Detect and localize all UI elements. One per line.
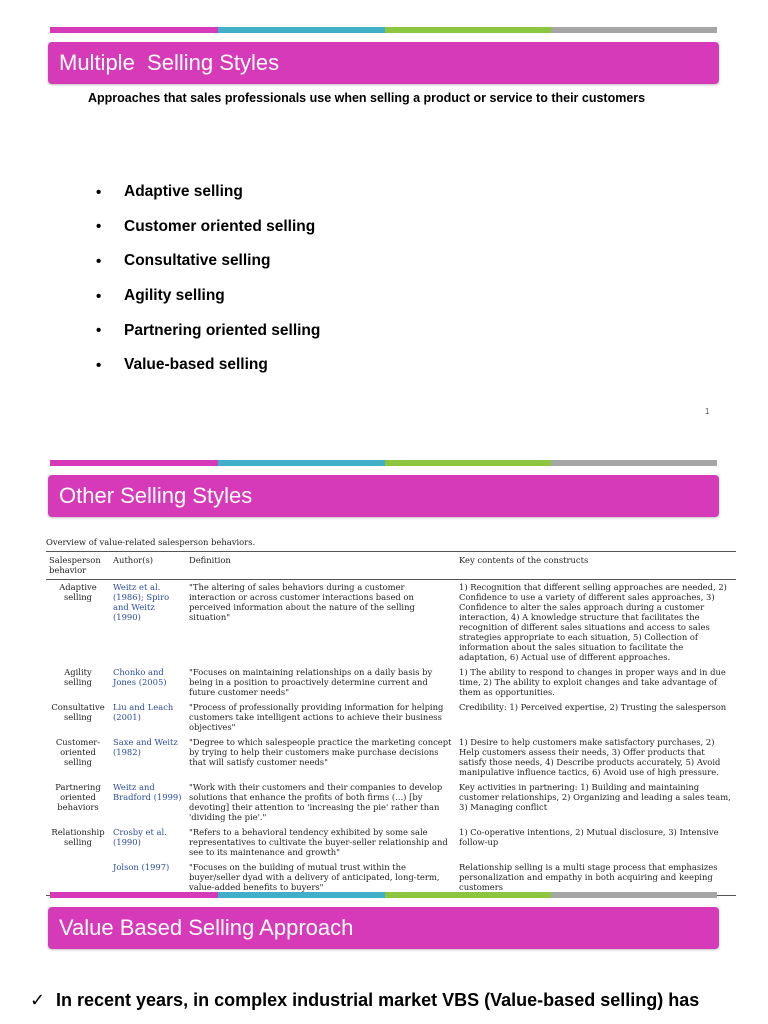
stripe-green (385, 460, 551, 466)
stripe-teal (218, 460, 385, 466)
author-cell: Weitz et al. (1986); Spiro and Weitz (1990) (113, 582, 170, 622)
bullet-item: • Consultative selling (96, 252, 271, 270)
stripe-gray (551, 27, 717, 33)
behavior-cell: Agility selling (63, 667, 93, 687)
column-header: Author(s) (110, 552, 186, 580)
slide-title: Value Based Selling Approach (59, 915, 354, 940)
key-contents-cell: Relationship selling is a multi stage process that emphasizes personalization and empathy in both acquiring and keeping customers (456, 860, 736, 896)
column-header: Definition (186, 552, 456, 580)
stripe-magenta (50, 27, 218, 33)
bullet-item: • Customer oriented selling (96, 217, 316, 236)
definition-cell: "Refers to a behavioral tendency exhibited by some sale representatives to cultivate the buyer-seller relationship and see to its maintenance and growth" (189, 827, 448, 857)
bullet-item: • Adaptive selling (96, 183, 243, 201)
table-caption: Overview of value-related salesperson behaviors. (46, 537, 256, 547)
behaviors-table-figure (46, 537, 731, 892)
table-row (46, 665, 736, 700)
definition-cell: "Degree to which salespeople practice the marketing concept by trying to help their customers make purchase decisions that will satisfy customer needs" (189, 737, 452, 767)
definition-cell: "Focuses on maintaining relationships on a daily basis by being in a position to proactively determine current and future customer needs" (189, 667, 433, 697)
key-contents-cell: 1) The ability to respond to changes in proper ways and in due time, 2) The ability to exploit changes and take advantage of them as opportunities. (459, 667, 726, 697)
key-contents-cell: Key activities in partnering: 1) Building and maintaining customer relationships, 2) Organizing and leading a sales team, 3) Managing conflict (459, 782, 731, 812)
stripe-gray (551, 892, 717, 898)
stripe-magenta (50, 460, 218, 466)
checkmark-text: In recent years, in complex industrial market VBS (Value-based selling) has (56, 990, 700, 1010)
bullet-icon: • (96, 356, 102, 374)
table-row (46, 700, 736, 735)
bullet-item: • Agility selling (96, 287, 225, 305)
bullet-icon: • (96, 218, 102, 236)
stripe-gray (551, 460, 717, 466)
table-row (46, 825, 736, 860)
slide-title-bar (48, 475, 719, 517)
bullet-item: • Partnering oriented selling (96, 321, 321, 340)
key-contents-cell: 1) Recognition that different selling approaches are needed, 2) Confidence to use a variety of different sales approaches, 3) Confidence to alter the sales approach during a customer interaction, 4) A knowledge structure that facilitates the recognition of different sales situations and access to sales strategies appropriate to each situation, 5) Collection of information about the sales situation to facilitate the adaptation, 6) Actual use of different approaches. (459, 582, 727, 662)
bullet-icon: • (96, 287, 102, 305)
slide-subtitle: Approaches that sales professionals use when selling a product or service to their customers (88, 91, 646, 105)
color-stripe (50, 27, 717, 33)
author-cell: Weitz and Bradford (1999) (113, 782, 182, 802)
key-contents-cell: 1) Desire to help customers make satisfactory purchases, 2) Help customers assess their needs, 3) Offer products that satisfy those needs, 4) Describe products accurately, 5) Avoid manipulative influence tactics, 6) Avoid use of high pressure. (459, 737, 721, 777)
behaviors-table (46, 551, 736, 896)
author-cell: Crosby et al. (1990) (113, 827, 167, 847)
key-contents-cell: Credibility: 1) Perceived expertise, 2) Trusting the salesperson (459, 702, 727, 712)
bullet-icon: • (96, 183, 102, 201)
stripe-teal (218, 892, 385, 898)
author-cell: Jolson (1997) (110, 860, 186, 896)
stripe-teal (218, 27, 385, 33)
behavior-cell (46, 860, 110, 896)
table-header-row (46, 552, 736, 580)
slide-title: Multiple Selling Styles (59, 50, 280, 75)
color-stripe (50, 892, 717, 898)
bullet-icon: • (96, 322, 102, 340)
behavior-cell: Adaptive selling (59, 582, 97, 602)
behavior-cell: Partnering oriented behaviors (55, 782, 101, 812)
behavior-cell: Consultative selling (51, 702, 105, 722)
author-cell: Saxe and Weitz (1982) (113, 737, 178, 757)
definition-cell: "Work with their customers and their companies to develop solutions that enhance the profits of both firms (...) [by devoting] their attention to 'increasing the pie' rather than 'dividing the pie'." (189, 782, 443, 822)
bullet-list (96, 175, 320, 383)
checkmark-icon: ✓ (30, 990, 46, 1010)
bullet-icon: • (96, 252, 102, 270)
author-cell: Chonko and Jones (2005) (113, 667, 167, 687)
definition-cell: "The altering of sales behaviors during a customer interaction or across customer interactions based on perceived information about the nature of the selling situation" (189, 582, 415, 622)
stripe-green (385, 27, 551, 33)
table-row (46, 580, 736, 666)
slide-title-bar (48, 42, 719, 84)
column-header: Key contents of the constructs (456, 552, 736, 580)
author-cell: Liu and Leach (2001) (113, 702, 174, 722)
key-contents-cell: 1) Co-operative intentions, 2) Mutual disclosure, 3) Intensive follow-up (459, 827, 719, 847)
page-number: 1 (705, 407, 710, 416)
color-stripe (50, 460, 717, 466)
slide-title-bar (48, 907, 719, 949)
table-row (46, 860, 736, 896)
bullet-item: • Value-based selling (96, 356, 268, 374)
definition-cell: "Process of professionally providing information for helping customers take intelligent actions to achieve their business objectives" (189, 702, 444, 732)
checkmark-bullet (30, 990, 699, 1011)
stripe-green (385, 892, 551, 898)
table-row (46, 735, 736, 780)
definition-cell: "Focuses on the building of mutual trust within the buyer/seller dyad with a delivery of anticipated, long-term, value-added benefits to buyers" (186, 860, 456, 896)
stripe-magenta (50, 892, 218, 898)
table-row (46, 780, 736, 825)
behavior-cell: Customer-oriented selling (55, 737, 101, 767)
column-header: Salesperson behavior (46, 552, 110, 580)
slide-title: Other Selling Styles (59, 483, 253, 508)
behavior-cell: Relationship selling (51, 827, 105, 847)
